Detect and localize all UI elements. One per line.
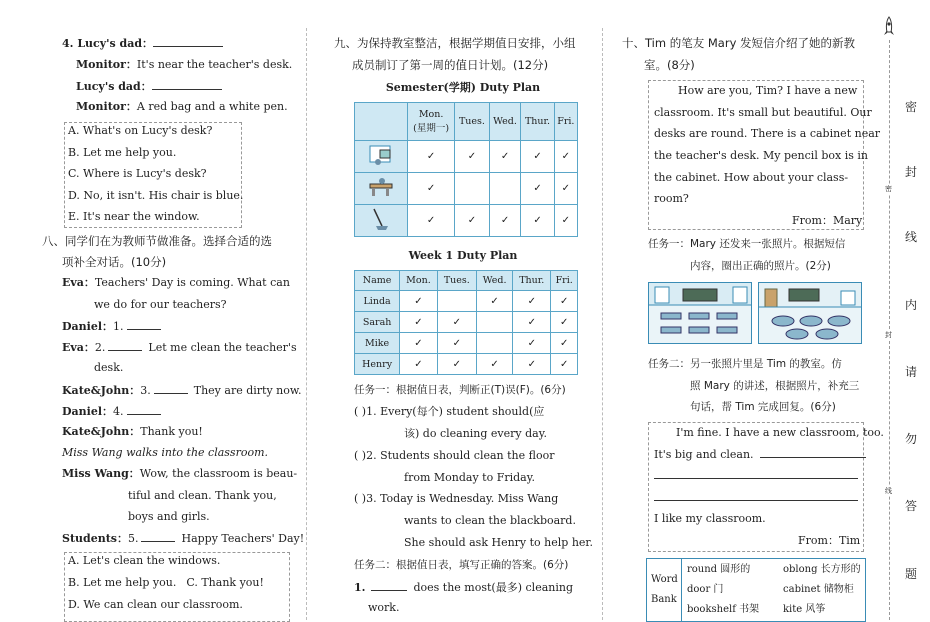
check-cell: ✓ — [551, 291, 578, 312]
check-cell: ✓ — [513, 291, 551, 312]
tf-question-3: ( )3. Today is Wednesday. Miss Wang — [354, 492, 559, 505]
classroom-photo-2[interactable] — [758, 282, 862, 344]
speaker: Kate&John： — [62, 384, 141, 397]
task-1-instruction: 任务一：Mary 还发来一张照片。根据短信 — [648, 238, 846, 250]
duty-row — [355, 173, 578, 205]
section-9-title: 九、为保持教室整洁，根据学期值日安排，小组 — [334, 36, 576, 50]
day-header — [554, 103, 577, 141]
check-cell: ✓ — [455, 141, 490, 173]
item-number: 4. — [113, 405, 124, 418]
section-8-title-cont: 项补全对话。(10分) — [62, 255, 167, 269]
speaker: Students： — [62, 532, 128, 545]
check-cell: ✓ — [521, 173, 554, 205]
check-cell: ✓ — [521, 205, 554, 237]
check-cell: ✓ — [477, 354, 513, 375]
dialog-line: boys and girls. — [128, 510, 210, 523]
check-cell: ✓ — [437, 312, 476, 333]
option: E. It's near the window. — [68, 210, 200, 223]
day-header — [455, 103, 490, 141]
header-text: (星期一) — [413, 123, 450, 134]
day-header — [408, 103, 455, 141]
check-cell: ✓ — [554, 205, 577, 237]
duty-row — [355, 205, 578, 237]
header-text: Wed. — [493, 116, 517, 127]
word-bank-item: kite 风筝 — [783, 604, 826, 615]
header-text: Thur. — [524, 116, 551, 127]
duty-row — [355, 291, 578, 312]
duty-row — [355, 333, 578, 354]
dialog-line: A red bag and a white pen. — [136, 100, 288, 113]
dialog-line: Let me clean the teacher's — [148, 341, 297, 354]
option: A. Let's clean the windows. — [68, 554, 221, 567]
message-line: room? — [654, 192, 689, 205]
tim-reply-card — [648, 422, 864, 552]
answer-blank[interactable] — [108, 340, 142, 351]
speaker: Eva： — [62, 341, 95, 354]
check-cell: ✓ — [554, 141, 577, 173]
dialog-line: tiful and clean. Thank you, — [128, 489, 277, 502]
word-bank-label: Bank — [651, 594, 677, 605]
check-cell: ✓ — [408, 173, 455, 205]
answer-line[interactable] — [654, 490, 858, 501]
header-text: Fri. — [557, 116, 575, 127]
check-cell: ✓ — [521, 141, 554, 173]
speaker: Monitor： — [76, 58, 137, 71]
duty-row — [355, 354, 578, 375]
item-number: 1. — [113, 320, 124, 333]
clean-windows-icon — [366, 142, 396, 168]
message-signature: From：Mary — [792, 214, 863, 227]
seal-line-char: 题 — [905, 567, 918, 581]
header-text: Tues. — [458, 116, 485, 127]
seal-line-char: 答 — [905, 499, 918, 513]
day-header: Mon. — [400, 271, 437, 291]
word-bank-item: round 圆形的 — [687, 564, 751, 575]
word-bank-item: oblong 长方形的 — [783, 564, 861, 575]
check-cell: ✓ — [400, 333, 437, 354]
column-divider — [602, 28, 603, 620]
dialog-line: It's near the teacher's desk. — [136, 58, 293, 71]
tf-question-3-cont: She should ask Henry to help her. — [404, 536, 593, 549]
header-text: Mon. — [418, 109, 444, 120]
section-8-title: 八、同学们在为教师节做准备。选择合适的选 — [42, 234, 272, 248]
answer-blank[interactable] — [760, 447, 866, 458]
table-corner — [355, 103, 408, 141]
seal-line-char: 勿 — [905, 432, 918, 446]
message-line: classroom. It's small but beautiful. Our — [654, 106, 872, 119]
message-line: desks are round. There is a cabinet near — [654, 127, 881, 140]
item-number: 5. — [127, 532, 139, 545]
tf-question-2: ( )2. Students should clean the floor — [354, 449, 555, 462]
word-bank-item: bookshelf 书架 — [687, 604, 760, 615]
task-1-instruction-cont: 内容，圈出正确的照片。(2分) — [690, 260, 831, 272]
option: D. No, it isn't. His chair is blue. — [68, 189, 244, 202]
word-bank-label: Word — [651, 574, 678, 585]
check-cell: ✓ — [513, 354, 551, 375]
dialog-line: Wow, the classroom is beau- — [139, 467, 298, 480]
message-line: the cabinet. How about your class- — [654, 171, 849, 184]
speaker: Lucy's dad： — [76, 80, 152, 93]
classroom-illustration-icon — [649, 283, 751, 343]
speaker: Monitor： — [76, 100, 137, 113]
word-bank — [646, 558, 866, 622]
check-cell: ✓ — [477, 291, 513, 312]
check-cell: ✓ — [489, 205, 521, 237]
check-cell: ✓ — [551, 312, 578, 333]
check-cell: ✓ — [455, 205, 490, 237]
check-cell — [477, 333, 513, 354]
speaker: Daniel： — [62, 405, 114, 418]
tf-question-2-cont: from Monday to Friday. — [404, 471, 535, 484]
day-header: Wed. — [477, 271, 513, 291]
cut-line-label: 密 — [885, 185, 892, 193]
item-number: 3. — [140, 384, 151, 397]
answer-blank[interactable] — [371, 580, 407, 591]
answer-blank[interactable] — [153, 36, 223, 47]
message-line: How are you, Tim? I have a new — [678, 84, 858, 97]
check-cell — [477, 312, 513, 333]
seal-line-char: 封 — [905, 165, 918, 179]
option: B. Let me help you. — [68, 576, 177, 589]
item-number: 1. — [354, 581, 366, 594]
rocket-icon — [883, 16, 895, 38]
check-cell: ✓ — [437, 354, 476, 375]
task-2-instruction-cont: 句话，帮 Tim 完成回复。(6分) — [690, 401, 836, 413]
option: A. What's on Lucy's desk? — [68, 124, 213, 137]
dialog-line: Thank you! — [140, 425, 203, 438]
seal-line-char: 请 — [905, 365, 918, 379]
question-text: work. — [368, 601, 400, 614]
item-number: 2. — [94, 341, 106, 354]
name-header: Name — [355, 271, 400, 291]
task-2-instruction: 任务二：根据值日表，填写正确的答案。(6分) — [354, 559, 569, 571]
answer-blank[interactable] — [141, 531, 175, 542]
duty-task-cell — [355, 173, 408, 205]
speaker: Miss Wang： — [62, 467, 140, 480]
check-cell: ✓ — [513, 312, 551, 333]
message-line: the teacher's desk. My pencil box is in — [654, 149, 868, 162]
reply-line: It's big and clean. — [654, 448, 754, 461]
answer-blank[interactable] — [127, 319, 161, 330]
section-9-title-cont: 成员制订了第一周的值日计划。(12分) — [352, 58, 549, 72]
student-name: Henry — [355, 354, 400, 375]
mop-floor-icon — [366, 206, 396, 232]
reply-line: I like my classroom. — [654, 512, 766, 525]
seal-line-char: 线 — [905, 230, 918, 244]
check-cell: ✓ — [437, 333, 476, 354]
check-cell: ✓ — [400, 354, 437, 375]
duty-row — [355, 312, 578, 333]
cut-line-label: 线 — [885, 487, 892, 495]
cut-line-label: 封 — [885, 331, 892, 339]
dialog-line: we do for our teachers? — [94, 298, 227, 311]
option: C. Thank you! — [186, 576, 264, 589]
day-header — [521, 103, 554, 141]
option: C. Where is Lucy's desk? — [68, 167, 207, 180]
day-header: Fri. — [551, 271, 578, 291]
week1-duty-table — [354, 270, 578, 375]
check-cell: ✓ — [551, 354, 578, 375]
dialog-line: Teachers' Day is coming. What can — [94, 276, 290, 289]
reply-signature: From：Tim — [798, 534, 861, 547]
narration: Miss Wang walks into the classroom. — [62, 446, 269, 459]
duty-task-cell — [355, 205, 408, 237]
check-cell: ✓ — [513, 333, 551, 354]
speaker: Kate&John： — [62, 425, 141, 438]
task-1-instruction: 任务一：根据值日表，判断正(T)误(F)。(6分) — [354, 384, 566, 396]
answer-blank[interactable] — [127, 404, 161, 415]
clean-desk-icon — [366, 174, 396, 200]
semester-duty-table — [354, 102, 578, 237]
answer-blank[interactable] — [154, 383, 188, 394]
speaker: Daniel： — [62, 320, 114, 333]
seal-line-char: 内 — [905, 298, 918, 312]
option: B. Let me help you. — [68, 146, 177, 159]
dialog-line: They are dirty now. — [193, 384, 302, 397]
check-cell — [455, 173, 490, 205]
binding-margin — [880, 0, 930, 620]
tf-question-1-cont: 该) do cleaning every day. — [404, 427, 547, 440]
option: D. We can clean our classroom. — [68, 598, 243, 611]
semester-plan-title: Semester(学期) Duty Plan — [385, 81, 541, 94]
section-10-title: 十、Tim 的笔友 Mary 发短信介绍了她的新教 — [622, 36, 856, 50]
section-10-title-cont: 室。(8分) — [644, 58, 695, 72]
student-name: Mike — [355, 333, 400, 354]
check-cell: ✓ — [489, 141, 521, 173]
day-header — [489, 103, 521, 141]
dialog-line: Happy Teachers' Day! — [181, 532, 305, 545]
word-bank-item: door 门 — [687, 584, 724, 595]
student-name: Linda — [355, 291, 400, 312]
duty-task-cell — [355, 141, 408, 173]
word-bank-item: cabinet 储物柜 — [783, 584, 854, 595]
day-header: Tues. — [437, 271, 476, 291]
check-cell — [489, 173, 521, 205]
answer-line[interactable] — [654, 468, 858, 479]
check-cell: ✓ — [400, 291, 437, 312]
check-cell: ✓ — [408, 205, 455, 237]
dialog-question: 4. Lucy's dad： — [62, 37, 154, 50]
student-name: Sarah — [355, 312, 400, 333]
classroom-photo-1[interactable] — [648, 282, 752, 344]
answer-blank[interactable] — [152, 79, 222, 90]
question-text: does the most(最多) cleaning — [413, 581, 573, 594]
check-cell: ✓ — [408, 141, 455, 173]
tf-question-3-cont: wants to clean the blackboard. — [404, 514, 576, 527]
classroom-illustration-icon — [759, 283, 861, 343]
check-cell: ✓ — [551, 333, 578, 354]
seal-line-char: 密 — [905, 100, 918, 114]
duty-row — [355, 141, 578, 173]
task-2-instruction-cont: 照 Mary 的讲述，根据照片，补充三 — [690, 380, 860, 392]
check-cell: ✓ — [400, 312, 437, 333]
check-cell: ✓ — [554, 173, 577, 205]
speaker: Eva： — [62, 276, 95, 289]
reply-line: I'm fine. I have a new classroom, too. — [676, 426, 884, 439]
check-cell — [437, 291, 476, 312]
dialog-line: desk. — [94, 361, 124, 374]
week1-plan-title: Week 1 Duty Plan — [408, 249, 518, 262]
tf-question-1: ( )1. Every(每个) student should(应 — [354, 405, 545, 418]
day-header: Thur. — [513, 271, 551, 291]
task-2-instruction: 任务二：另一张照片里是 Tim 的教室。仿 — [648, 358, 842, 370]
column-divider — [306, 28, 307, 620]
